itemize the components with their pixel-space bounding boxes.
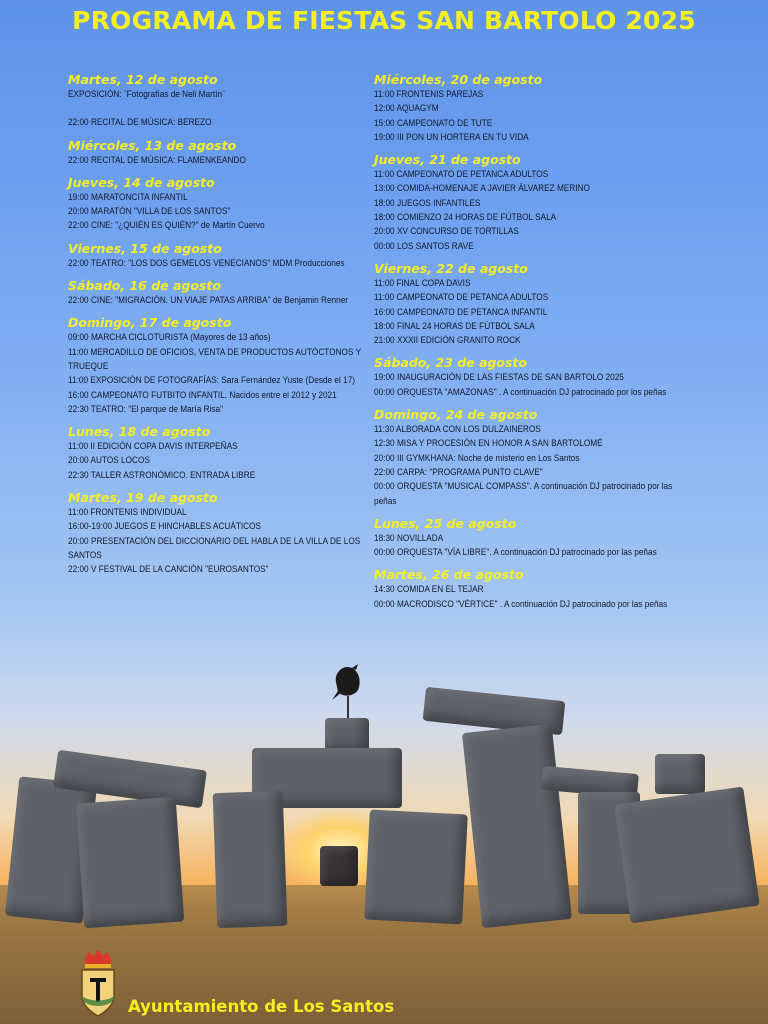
day-block	[374, 261, 704, 348]
event-line: 13:00 COMIDA-HOMENAJE A JAVIER ÁLVAREZ MERINO	[374, 183, 590, 195]
event-line: 18:00 COMIENZO 24 HORAS DE FÚTBOL SALA	[374, 212, 557, 224]
event-line: 22:30 TALLER ASTRONÓMICO. ENTRADA LIBRE	[68, 469, 256, 481]
day-block	[374, 152, 704, 254]
stone-distant	[320, 846, 358, 886]
stone-edge-block	[655, 754, 705, 794]
event-line: 18:00 FINAL 24 HORAS DE FÚTBOL SALA	[374, 320, 535, 332]
day-block	[68, 424, 368, 483]
stone-center-left	[213, 791, 288, 928]
poster-title: PROGRAMA DE FIESTAS SAN BARTOLO 2025	[72, 6, 696, 35]
day-block	[68, 315, 368, 417]
event-line: 19:00 MARATONCITA INFANTIL	[68, 191, 188, 203]
day-heading: Domingo, 24 de agosto	[374, 407, 538, 423]
event-line: 11:00 FRONTENIS PAREJAS	[374, 89, 484, 100]
day-heading: Miércoles, 20 de agosto	[374, 72, 543, 87]
event-line: 20:00 AUTOS LOCOS	[68, 455, 150, 467]
event-line: 20:00 MARATÓN "VILLA DE LOS SANTOS"	[68, 206, 231, 218]
day-heading: Domingo, 17 de agosto	[68, 315, 232, 331]
right-column	[374, 72, 704, 619]
event-line: 00:00 LOS SANTOS RAVE	[374, 240, 474, 252]
day-heading: Lunes, 25 de agosto	[374, 515, 517, 531]
organizer-name: Ayuntamiento de Los Santos	[128, 997, 395, 1016]
day-heading: Jueves, 21 de agosto	[374, 152, 521, 168]
day-heading: Martes, 19 de agosto	[68, 490, 218, 506]
day-heading: Sábado, 16 de agosto	[68, 278, 221, 294]
day-block	[374, 72, 704, 145]
event-line: 15:00 CAMPEONATO DE TUTE	[374, 117, 493, 129]
event-line: 11:30 ALBORADA CON LOS DULZAINEROS	[374, 424, 541, 436]
event-line: 11:00 MERCADILLO DE OFICIOS, VENTA DE PRODUCTOS AUTÓCTONOS Y	[68, 346, 362, 358]
event-line: 12:00 AQUAGYM	[374, 103, 439, 115]
event-line: 11:00 II EDICIÓN COPA DAVIS INTERPEÑAS	[68, 441, 238, 453]
day-heading: Lunes, 18 de agosto	[68, 424, 211, 440]
stone-edge-upright	[614, 787, 759, 924]
event-line: 22:00 CINE: "MIGRACIÓN. UN VIAJE PATAS ARRIBA" de Benjamin Renner	[68, 295, 349, 307]
day-heading: Miércoles, 13 de agosto	[68, 137, 237, 153]
event-line: 20:00 III GYMKHANA: Noche de misterio en Los Santos	[374, 452, 580, 464]
day-heading: Viernes, 22 de agosto	[374, 260, 528, 276]
stone-right-upright	[462, 724, 572, 928]
event-line: 14:30 COMIDA EN EL TEJAR	[374, 584, 484, 596]
event-line: SANTOS	[68, 549, 102, 561]
day-heading: Jueves, 14 de agosto	[68, 174, 215, 190]
day-block	[374, 567, 704, 612]
event-line: 16:00 CAMPEONATO DE PETANCA INFANTIL	[374, 306, 548, 318]
event-line: 18:00 JUEGOS INFANTILES	[374, 197, 481, 209]
event-line: 20:00 XV CONCURSO DE TORTILLAS	[374, 226, 519, 238]
event-line: 12:30 MISA Y PROCESIÓN EN HONOR A SAN BARTOLOMÉ	[374, 438, 603, 450]
event-line: 00:00 ORQUESTA "VÍA LIBRE". A continuación DJ patrocinado por las peñas	[374, 547, 657, 559]
day-block	[68, 278, 368, 308]
stone-left-upright-2	[76, 797, 184, 929]
event-line: 22:00 CARPA: "PROGRAMA PUNTO CLAVE"	[374, 466, 543, 478]
day-block	[68, 490, 368, 577]
day-block	[68, 241, 368, 271]
event-line: 00:00 MACRODISCO "VÉRTICE" . A continuación DJ patrocinado por las peñas	[374, 598, 668, 610]
day-block	[68, 175, 368, 234]
event-line: 21:00 XXXII EDICIÓN GRANITO ROCK	[374, 335, 521, 347]
event-line: 11:00 CAMPEONATO DE PETANCA ADULTOS	[374, 169, 549, 181]
day-heading: Martes, 26 de agosto	[374, 567, 524, 583]
day-block	[68, 72, 368, 131]
event-line: TRUEQUE	[68, 360, 109, 372]
event-line: EXPOSICIÓN: ¨Fotografías de Neli Martín¨	[68, 89, 225, 100]
event-line: 11:00 EXPOSICIÓN DE FOTOGRAFÍAS: Sara Fernández Yuste (Desde el 17)	[68, 375, 356, 387]
bird-sculpture-icon	[328, 662, 368, 722]
event-line: 16:00-19:00 JUEGOS E HINCHABLES ACUÁTICOS	[68, 521, 262, 533]
event-line: 09:00 MARCHA CICLOTURISTA (Mayores de 13 años)	[68, 332, 271, 344]
stone-center-top	[325, 718, 369, 752]
event-line: 11:00 CAMPEONATO DE PETANCA ADULTOS	[374, 292, 549, 304]
town-crest-icon	[79, 950, 117, 1018]
event-line: 00:00 ORQUESTA "MUSICAL COMPASS". A continuación DJ patrocinado por las	[374, 481, 673, 493]
left-column	[68, 72, 368, 585]
day-block	[374, 407, 704, 509]
event-line: 16:00 CAMPEONATO FUTBITO INFANTIL. Nacidos entre el 2012 y 2021	[68, 389, 337, 401]
event-line: 20:00 PRESENTACIÓN DEL DICCIONARIO DEL HABLA DE LA VILLA DE LOS	[68, 535, 361, 547]
event-line: 22:00 V FESTIVAL DE LA CANCIÓN "EUROSANTOS"	[68, 564, 269, 576]
stone-center-right	[364, 810, 468, 925]
event-line: 22:00 RECITAL DE MÚSICA: BEREZO	[68, 117, 212, 129]
event-line: 18:30 NOVILLADA	[374, 532, 444, 544]
day-heading: Sábado, 23 de agosto	[374, 355, 527, 371]
event-line: 19:00 III PON UN HORTERA EN TU VIDA	[374, 131, 529, 143]
event-line	[68, 102, 367, 116]
day-block	[374, 516, 704, 561]
event-line: 22:30 TEATRO: "El parque de María Risa"	[68, 403, 224, 415]
day-block	[374, 355, 704, 400]
event-line: 00:00 ORQUESTA "AMAZONAS" . A continuación DJ patrocinado por los peñas	[374, 386, 667, 398]
day-block	[68, 138, 368, 168]
event-line: 22:00 CINE: "¿QUIÉN ES QUIÉN?" de Martín Cuervo	[68, 220, 265, 232]
event-line: 11:00 FRONTENIS INDIVIDUAL	[68, 507, 187, 519]
day-heading: Martes, 12 de agosto	[68, 72, 218, 87]
event-line: 22:00 RECITAL DE MÚSICA: FLAMENKEANDO	[68, 154, 246, 166]
day-heading: Viernes, 15 de agosto	[68, 240, 222, 256]
event-line: 19:00 INAUGURACIÓN DE LAS FIESTAS DE SAN BARTOLO 2025	[374, 372, 624, 384]
event-line: 11:00 FINAL COPA DAVIS	[374, 277, 471, 289]
event-line: 22:00 TEATRO: "LOS DOS GEMELOS VENECIANOS" MDM Producciones	[68, 257, 345, 269]
event-line: peñas	[374, 495, 397, 507]
